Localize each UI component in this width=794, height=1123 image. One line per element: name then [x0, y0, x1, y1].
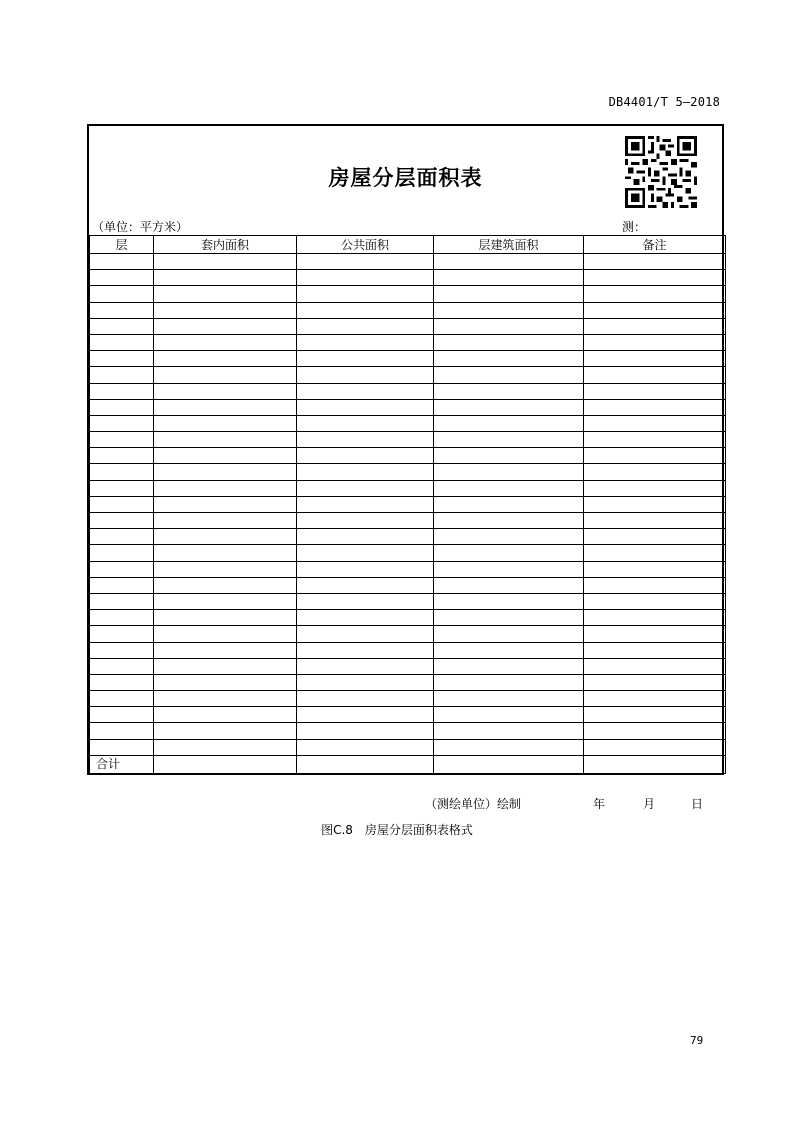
table-cell — [297, 367, 434, 383]
table-cell — [434, 561, 584, 577]
table-cell — [584, 610, 726, 626]
table-cell — [154, 529, 297, 545]
table-cell — [584, 254, 726, 270]
table-cell — [154, 318, 297, 334]
table-cell — [434, 383, 584, 399]
page-number: 79 — [690, 1034, 704, 1047]
table-row — [90, 448, 726, 464]
table-row — [90, 399, 726, 415]
table-row — [90, 286, 726, 302]
standard-code: DB4401/T 5—2018 — [608, 95, 720, 109]
table-cell — [90, 496, 154, 512]
table-cell — [434, 496, 584, 512]
table-cell — [90, 561, 154, 577]
table-header-row — [90, 236, 726, 254]
table-row — [90, 496, 726, 512]
table-cell — [154, 545, 297, 561]
table-cell — [584, 286, 726, 302]
table-cell — [154, 691, 297, 707]
table-cell — [154, 577, 297, 593]
table-row — [90, 318, 726, 334]
table-row — [90, 513, 726, 529]
table-cell — [584, 367, 726, 383]
table-cell — [90, 383, 154, 399]
table-cell — [584, 561, 726, 577]
table-cell — [154, 286, 297, 302]
table-cell — [154, 367, 297, 383]
table-cell — [434, 674, 584, 690]
table-cell — [90, 707, 154, 723]
table-row — [90, 480, 726, 496]
table-cell — [90, 723, 154, 739]
table-row — [90, 415, 726, 431]
table-cell — [154, 480, 297, 496]
table-cell — [434, 334, 584, 350]
table-cell — [297, 399, 434, 415]
table-cell — [90, 318, 154, 334]
table-cell — [154, 513, 297, 529]
table-cell — [154, 723, 297, 739]
table-cell — [154, 448, 297, 464]
table-cell — [297, 496, 434, 512]
table-cell — [297, 626, 434, 642]
table-cell — [584, 658, 726, 674]
table-cell — [297, 432, 434, 448]
table-cell — [297, 480, 434, 496]
table-cell — [297, 723, 434, 739]
table-cell — [154, 674, 297, 690]
table-cell — [434, 755, 584, 773]
table-cell — [154, 432, 297, 448]
table-cell — [434, 270, 584, 286]
signoff-unit: （测绘单位）绘制 — [425, 797, 522, 811]
table-cell — [297, 674, 434, 690]
table-cell — [154, 270, 297, 286]
table-cell — [90, 334, 154, 350]
table-row — [90, 707, 726, 723]
table-cell — [297, 513, 434, 529]
table-cell — [434, 529, 584, 545]
signoff-year: 年 — [593, 797, 606, 811]
table-cell — [584, 415, 726, 431]
table-cell — [584, 739, 726, 755]
table-cell — [90, 302, 154, 318]
table-cell — [584, 270, 726, 286]
table-row — [90, 367, 726, 383]
table-cell — [154, 610, 297, 626]
table-cell — [154, 739, 297, 755]
table-cell — [297, 739, 434, 755]
table-cell — [297, 351, 434, 367]
table-cell — [297, 464, 434, 480]
table-cell — [297, 286, 434, 302]
table-cell — [154, 464, 297, 480]
table-cell — [90, 691, 154, 707]
table-cell — [90, 545, 154, 561]
table-row — [90, 577, 726, 593]
table-cell — [154, 383, 297, 399]
table-cell — [297, 254, 434, 270]
signoff-month: 月 — [643, 797, 656, 811]
table-cell — [434, 610, 584, 626]
table-cell — [584, 723, 726, 739]
table-cell — [297, 642, 434, 658]
table-cell — [297, 691, 434, 707]
unit-label: （单位：平方米） — [92, 220, 189, 234]
table-cell — [584, 593, 726, 609]
table-cell — [154, 302, 297, 318]
table-cell — [297, 448, 434, 464]
table-cell — [434, 351, 584, 367]
table-cell — [90, 658, 154, 674]
table-cell — [297, 270, 434, 286]
table-cell — [90, 270, 154, 286]
table-cell — [434, 286, 584, 302]
column-header-unit-area: 套内面积 — [154, 236, 297, 254]
area-table — [89, 235, 726, 774]
table-cell — [90, 513, 154, 529]
table-cell — [584, 334, 726, 350]
table-cell — [154, 707, 297, 723]
table-cell — [297, 577, 434, 593]
table-row — [90, 610, 726, 626]
total-row — [90, 755, 726, 773]
table-row — [90, 254, 726, 270]
table-row — [90, 658, 726, 674]
table-cell — [434, 691, 584, 707]
table-row — [90, 561, 726, 577]
table-cell — [297, 593, 434, 609]
table-cell — [297, 334, 434, 350]
table-cell — [154, 334, 297, 350]
table-cell — [297, 707, 434, 723]
table-cell — [434, 723, 584, 739]
table-cell — [584, 626, 726, 642]
table-cell — [154, 755, 297, 773]
table-cell — [434, 415, 584, 431]
table-cell — [434, 593, 584, 609]
table-cell — [297, 302, 434, 318]
table-cell — [434, 626, 584, 642]
table-row — [90, 739, 726, 755]
table-cell — [90, 529, 154, 545]
figure-caption: 图C.8 房屋分层面积表格式 — [321, 823, 473, 837]
table-cell — [584, 755, 726, 773]
table-cell — [584, 399, 726, 415]
total-label: 合计 — [90, 755, 154, 773]
table-cell — [584, 642, 726, 658]
table-cell — [154, 561, 297, 577]
table-row — [90, 674, 726, 690]
table-cell — [90, 593, 154, 609]
table-cell — [90, 351, 154, 367]
table-cell — [90, 626, 154, 642]
table-cell — [297, 658, 434, 674]
table-cell — [90, 464, 154, 480]
table-cell — [434, 513, 584, 529]
table-cell — [584, 351, 726, 367]
table-cell — [584, 545, 726, 561]
table-row — [90, 545, 726, 561]
column-header-floor-area: 层建筑面积 — [434, 236, 584, 254]
table-cell — [154, 415, 297, 431]
table-row — [90, 270, 726, 286]
table-cell — [584, 513, 726, 529]
table-cell — [90, 739, 154, 755]
table-cell — [90, 610, 154, 626]
area-form — [87, 124, 724, 775]
qr-code-icon — [625, 136, 697, 208]
table-cell — [434, 545, 584, 561]
table-cell — [297, 318, 434, 334]
table-cell — [90, 254, 154, 270]
table-row — [90, 691, 726, 707]
table-cell — [434, 658, 584, 674]
table-row — [90, 432, 726, 448]
table-cell — [154, 658, 297, 674]
qr-label: 测： — [622, 220, 647, 234]
table-cell — [297, 545, 434, 561]
table-cell — [90, 480, 154, 496]
form-header — [89, 126, 722, 235]
table-cell — [297, 561, 434, 577]
table-cell — [90, 415, 154, 431]
table-cell — [584, 383, 726, 399]
table-cell — [434, 448, 584, 464]
table-cell — [434, 367, 584, 383]
table-cell — [154, 399, 297, 415]
table-cell — [584, 302, 726, 318]
table-cell — [434, 318, 584, 334]
table-cell — [584, 318, 726, 334]
table-cell — [434, 464, 584, 480]
table-row — [90, 723, 726, 739]
table-cell — [297, 383, 434, 399]
table-cell — [154, 351, 297, 367]
table-cell — [584, 707, 726, 723]
table-cell — [434, 302, 584, 318]
table-cell — [434, 707, 584, 723]
table-row — [90, 334, 726, 350]
table-cell — [154, 254, 297, 270]
table-cell — [434, 254, 584, 270]
table-cell — [90, 367, 154, 383]
table-cell — [584, 464, 726, 480]
table-row — [90, 302, 726, 318]
table-cell — [90, 448, 154, 464]
table-cell — [434, 432, 584, 448]
table-cell — [584, 577, 726, 593]
table-cell — [434, 642, 584, 658]
table-cell — [154, 642, 297, 658]
table-row — [90, 529, 726, 545]
table-cell — [90, 642, 154, 658]
table-row — [90, 383, 726, 399]
column-header-common-area: 公共面积 — [297, 236, 434, 254]
table-cell — [297, 755, 434, 773]
table-cell — [434, 399, 584, 415]
table-cell — [584, 674, 726, 690]
table-cell — [584, 480, 726, 496]
table-cell — [434, 480, 584, 496]
table-row — [90, 642, 726, 658]
table-cell — [584, 448, 726, 464]
table-cell — [297, 610, 434, 626]
table-cell — [90, 432, 154, 448]
table-cell — [154, 496, 297, 512]
table-cell — [154, 593, 297, 609]
table-cell — [154, 626, 297, 642]
table-cell — [90, 674, 154, 690]
table-cell — [584, 432, 726, 448]
table-cell — [584, 691, 726, 707]
table-row — [90, 464, 726, 480]
table-row — [90, 626, 726, 642]
table-cell — [584, 529, 726, 545]
table-row — [90, 351, 726, 367]
table-cell — [434, 739, 584, 755]
table-cell — [297, 529, 434, 545]
form-title: 房屋分层面积表 — [328, 165, 483, 190]
table-cell — [584, 496, 726, 512]
table-row — [90, 593, 726, 609]
table-cell — [297, 415, 434, 431]
table-cell — [434, 577, 584, 593]
column-header-floor: 层 — [90, 236, 154, 254]
column-header-remarks: 备注 — [584, 236, 726, 254]
table-cell — [90, 577, 154, 593]
table-cell — [90, 399, 154, 415]
signoff-day: 日 — [691, 797, 704, 811]
table-cell — [90, 286, 154, 302]
